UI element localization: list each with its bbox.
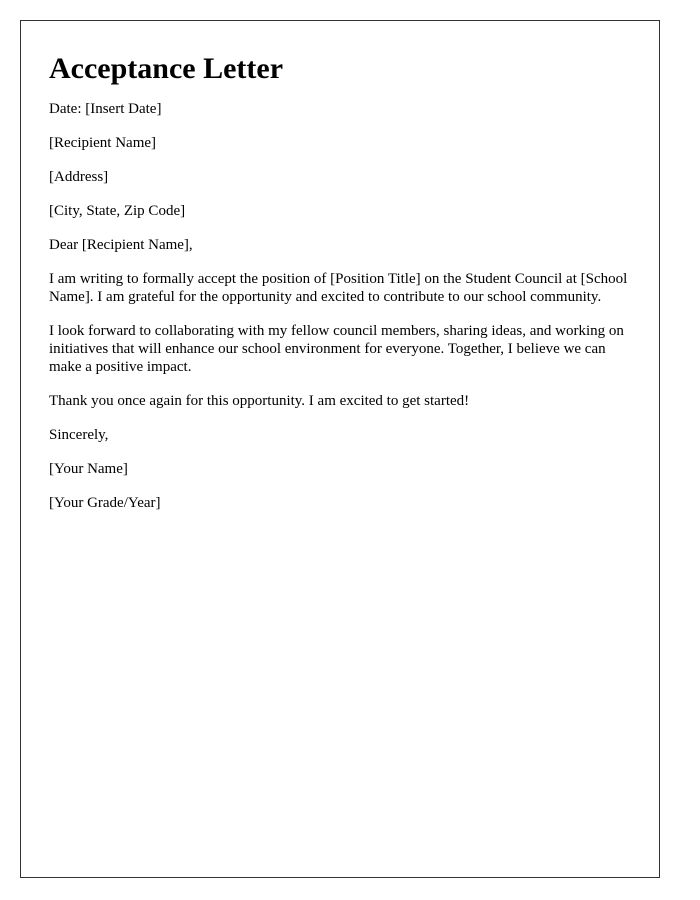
letter-title: Acceptance Letter	[49, 52, 284, 85]
recipient-address: [Address]	[49, 169, 109, 185]
salutation: Dear [Recipient Name],	[49, 237, 193, 253]
body-paragraph-3: Thank you once again for this opportunity. I am excited to get started!	[49, 393, 470, 409]
recipient-city-state-zip: [City, State, Zip Code]	[49, 203, 186, 219]
closing: Sincerely,	[49, 427, 109, 443]
body-paragraph-1: I am writing to formally accept the position of [Position Title] on the Student Council at [School Name]. I am grateful for the opportunity and excited to contribute to our school community.	[49, 271, 628, 305]
body-paragraph-2: I look forward to collaborating with my fellow council members, sharing ideas, and working on initiatives that will enhance our school environment for everyone. Together, I believe we can make a positive impact.	[49, 323, 624, 375]
signature-name: [Your Name]	[49, 461, 128, 477]
recipient-name: [Recipient Name]	[49, 135, 157, 151]
signature-grade: [Your Grade/Year]	[49, 495, 161, 511]
letter-date: Date: [Insert Date]	[49, 101, 162, 117]
letter-page	[20, 20, 660, 878]
